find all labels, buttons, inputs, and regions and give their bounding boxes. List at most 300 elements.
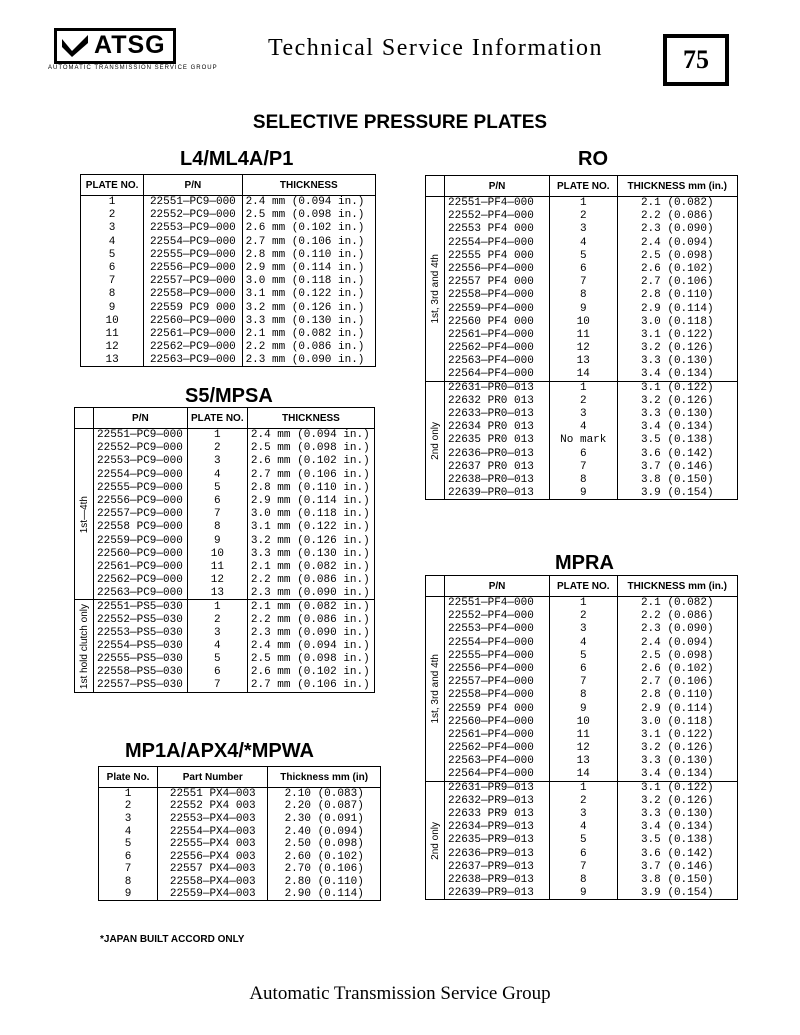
table-cell: 2.30 (0.091) — [268, 813, 381, 826]
table-cell: 11 — [550, 728, 617, 741]
table-cell: 22564—PF4—000 — [445, 368, 550, 381]
table-cell: 11 — [105, 327, 119, 340]
table-cell: 3.3 (0.130) — [617, 755, 738, 768]
table-cell: 12 — [187, 574, 247, 587]
column-header: Part Number — [158, 767, 268, 788]
table-cell: 22561—PC9—000 — [144, 327, 242, 340]
table-cell: 2 — [187, 442, 247, 455]
table-cell: 6 — [108, 262, 116, 275]
table-cell: 13 — [550, 755, 617, 768]
table-row — [426, 755, 738, 768]
group-label-cell — [426, 197, 445, 382]
table-cell: 22563—PC9—000 — [144, 354, 242, 367]
table-cell: No mark — [550, 434, 617, 447]
table-cell: 2.3 mm (0.090 in.) — [247, 626, 374, 639]
table-cell: 2 — [187, 613, 247, 626]
table-cell: 22554—PC9—000 — [144, 235, 242, 248]
table-cell: 2.10 (0.083) — [268, 788, 381, 801]
main-title: SELECTIVE PRESSURE PLATES — [252, 112, 548, 133]
table-cell: 2.4 mm (0.094 in.) — [247, 640, 374, 653]
table-cell: 22564—PF4—000 — [445, 768, 550, 781]
table-cell: 3.7 (0.146) — [617, 460, 738, 473]
table-row — [426, 197, 738, 210]
table-cell: 13 — [187, 587, 247, 600]
table-row — [81, 288, 376, 301]
table-cell: 22632—PR9—013 — [445, 794, 550, 807]
table-row — [426, 808, 738, 821]
column-header: Plate No. — [99, 767, 158, 788]
table-cell: 22558 PC9—000 — [94, 521, 188, 534]
checkmark-icon — [60, 33, 90, 59]
table-cell: 22552—PS5—030 — [94, 613, 188, 626]
column-header: THICKNESS mm (in.) — [617, 576, 738, 597]
table-cell: 7 — [187, 679, 247, 692]
table-row — [75, 468, 375, 481]
table-row — [426, 342, 738, 355]
table-cell: 22556—PC9—000 — [144, 261, 242, 274]
table-row — [99, 876, 381, 889]
footnote: *JAPAN BUILT ACCORD ONLY — [100, 934, 245, 945]
table-row — [99, 838, 381, 851]
table-cell: 22557 PX4—003 — [158, 863, 268, 876]
table-cell: 22557—PS5—030 — [94, 679, 188, 692]
table-cell: 2.7 mm (0.106 in.) — [247, 468, 374, 481]
s5-table — [74, 407, 375, 693]
table-cell: 22559—PC9—000 — [94, 534, 188, 547]
table-cell: 22558—PF4—000 — [445, 689, 550, 702]
column-header: THICKNESS mm (in.) — [617, 176, 738, 197]
table-cell: 22638—PR0—013 — [445, 473, 550, 486]
column-header: PLATE NO. — [187, 408, 247, 429]
table-cell: 10 — [105, 314, 119, 327]
table-cell: 8 — [550, 689, 617, 702]
table-cell: 2.8 (0.110) — [617, 689, 738, 702]
table-row — [426, 610, 738, 623]
table-row — [426, 302, 738, 315]
table-cell: 2.9 (0.114) — [617, 702, 738, 715]
table-cell: 2.3 (0.090) — [617, 623, 738, 636]
group-label-cell — [426, 597, 445, 782]
table-cell: 22553—PC9—000 — [144, 222, 242, 235]
group-label-cell — [426, 381, 445, 500]
table-cell: 3 — [187, 455, 247, 468]
table-cell: 7 — [550, 460, 617, 473]
table-row — [426, 597, 738, 610]
table-cell: 10 — [187, 547, 247, 560]
table-cell: 2.2 (0.086) — [617, 210, 738, 223]
table-cell: 2.60 (0.102) — [268, 850, 381, 863]
table-cell: 3.9 (0.154) — [617, 887, 738, 900]
table-cell: 2 — [124, 800, 132, 813]
mpra-table — [425, 575, 738, 900]
table-cell: 22562—PF4—000 — [445, 342, 550, 355]
table-cell: 22635 PR0 013 — [445, 434, 550, 447]
table-row — [81, 261, 376, 274]
table-cell: 22639—PR9—013 — [445, 887, 550, 900]
table-cell: 9 — [550, 302, 617, 315]
group-label-cell — [426, 781, 445, 900]
table-cell: 2.90 (0.114) — [268, 888, 381, 901]
table-row — [426, 834, 738, 847]
group-label-cell — [75, 600, 94, 692]
table-cell: 3.0 mm (0.118 in.) — [242, 275, 375, 288]
table-cell: 2.8 (0.110) — [617, 289, 738, 302]
table-cell: 22552—PC9—000 — [94, 442, 188, 455]
table-cell: 2.40 (0.094) — [268, 825, 381, 838]
table-cell: 22562—PC9—000 — [94, 574, 188, 587]
table-cell: 5 — [550, 649, 617, 662]
column-header: P/N — [144, 175, 242, 196]
page-header-title: Technical Service Information — [268, 35, 604, 61]
table-row — [426, 236, 738, 249]
table-cell: 22558—PC9—000 — [144, 288, 242, 301]
table-cell: 4 — [124, 825, 132, 838]
table-cell: 5 — [124, 838, 132, 851]
table-cell: 2.1 (0.082) — [617, 597, 738, 610]
table-cell: 3 — [550, 408, 617, 421]
table-cell: 22555—PC9—000 — [94, 481, 188, 494]
table-cell: 2.6 (0.102) — [617, 662, 738, 675]
group-label: 1st, 3rd and 4th — [429, 654, 441, 724]
table-cell: 22561—PF4—000 — [445, 328, 550, 341]
table-cell: 22634—PR9—013 — [445, 821, 550, 834]
table-cell: 3.3 (0.130) — [617, 408, 738, 421]
table-row — [426, 276, 738, 289]
column-header: THICKNESS — [242, 175, 375, 196]
logo-subtitle: AUTOMATIC TRANSMISSION SERVICE GROUP — [48, 65, 218, 71]
table-row — [426, 394, 738, 407]
table-cell: 2.7 (0.106) — [617, 276, 738, 289]
table-cell: 3.5 (0.138) — [617, 834, 738, 847]
table-cell: 22633 PR9 013 — [445, 808, 550, 821]
table-row — [99, 788, 381, 801]
table-cell: 3 — [108, 222, 116, 235]
table-row — [426, 623, 738, 636]
table-cell: 11 — [187, 560, 247, 573]
table-cell: 2.50 (0.098) — [268, 838, 381, 851]
table-cell: 22551—PC9—000 — [94, 429, 188, 442]
table-cell: 13 — [550, 355, 617, 368]
table-cell: 6 — [550, 847, 617, 860]
table-cell: 22561—PC9—000 — [94, 560, 188, 573]
table-cell: 22556—PC9—000 — [94, 494, 188, 507]
table-cell: 22562—PF4—000 — [445, 742, 550, 755]
table-row — [75, 481, 375, 494]
group-label: 1st, 3rd and 4th — [429, 254, 441, 324]
table-row — [75, 626, 375, 639]
table-cell: 22555 PF4 000 — [445, 249, 550, 262]
table-cell: 7 — [108, 275, 116, 288]
mp1a-title: MP1A/APX4/*MPWA — [125, 740, 314, 762]
mpra-title: MPRA — [555, 552, 614, 574]
table-row — [426, 821, 738, 834]
table-cell: 2.6 (0.102) — [617, 262, 738, 275]
table-cell: 3.3 mm (0.130 in.) — [242, 314, 375, 327]
table-cell: 22561—PF4—000 — [445, 728, 550, 741]
table-row — [426, 315, 738, 328]
group-header-cell — [75, 408, 94, 429]
table-cell: 22634 PR0 013 — [445, 421, 550, 434]
table-cell: 2.2 mm (0.086 in.) — [247, 613, 374, 626]
table-cell: 1 — [187, 429, 247, 442]
table-cell: 22555—PC9—000 — [144, 248, 242, 261]
table-cell: 2 — [550, 794, 617, 807]
table-cell: 22554—PF4—000 — [445, 636, 550, 649]
header-row — [81, 175, 376, 196]
table-row — [99, 825, 381, 838]
table-cell: 2.9 (0.114) — [617, 302, 738, 315]
table-cell: 2.8 mm (0.110 in.) — [247, 481, 374, 494]
table-cell: 22554—PX4—003 — [158, 825, 268, 838]
table-row — [426, 662, 738, 675]
table-cell: 22557—PF4—000 — [445, 676, 550, 689]
column-header: P/N — [94, 408, 188, 429]
table-cell: 2.4 mm (0.094 in.) — [247, 429, 374, 442]
table-cell: 8 — [187, 521, 247, 534]
table-row — [426, 421, 738, 434]
table-row — [75, 494, 375, 507]
group-label: 1st—4th — [78, 495, 90, 533]
table-cell: 6 — [187, 494, 247, 507]
table-cell: 2 — [550, 394, 617, 407]
table-cell: 2.70 (0.106) — [268, 863, 381, 876]
ro-title: RO — [578, 148, 608, 170]
table-cell: 4 — [187, 640, 247, 653]
table-row — [81, 354, 376, 367]
table-cell: 2.3 (0.090) — [617, 223, 738, 236]
table-cell: 1 — [124, 788, 132, 801]
table-cell: 2.9 mm (0.114 in.) — [242, 261, 375, 274]
table-cell: 7 — [550, 860, 617, 873]
table-cell: 5 — [108, 248, 116, 261]
table-row — [99, 800, 381, 813]
table-cell: 2.5 mm (0.098 in.) — [247, 653, 374, 666]
table-cell: 4 — [550, 421, 617, 434]
table-cell: 3 — [187, 626, 247, 639]
table-cell: 3.2 (0.126) — [617, 742, 738, 755]
table-row — [99, 813, 381, 826]
table-cell: 22555—PF4—000 — [445, 649, 550, 662]
mp1a-table — [98, 766, 381, 901]
table-cell: 1 — [187, 600, 247, 613]
table-cell: 2.5 mm (0.098 in.) — [242, 209, 375, 222]
group-label: 1st hold clutch only — [78, 603, 90, 689]
table-cell: 22551—PS5—030 — [94, 600, 188, 613]
table-cell: 2.6 mm (0.102 in.) — [247, 666, 374, 679]
table-row — [426, 742, 738, 755]
table-row — [426, 649, 738, 662]
column-header: PLATE NO. — [550, 576, 617, 597]
table-cell: 22559 PC9 000 — [144, 301, 242, 314]
column-header: Thickness mm (in) — [268, 767, 381, 788]
table-cell: 22560—PF4—000 — [445, 715, 550, 728]
table-cell: 3 — [550, 623, 617, 636]
table-cell: 2.2 (0.086) — [617, 610, 738, 623]
table-cell: 22559 PF4 000 — [445, 702, 550, 715]
table-cell: 22554—PF4—000 — [445, 236, 550, 249]
table-cell: 3.7 (0.146) — [617, 860, 738, 873]
table-cell: 6 — [550, 447, 617, 460]
table-row — [75, 534, 375, 547]
table-row — [426, 262, 738, 275]
table-row — [81, 314, 376, 327]
table-cell: 5 — [550, 834, 617, 847]
table-row — [426, 715, 738, 728]
table-row — [75, 653, 375, 666]
table-cell: 22555—PS5—030 — [94, 653, 188, 666]
table-cell: 22637 PR0 013 — [445, 460, 550, 473]
table-row — [81, 341, 376, 354]
table-cell: 14 — [550, 768, 617, 781]
header-row — [99, 767, 381, 788]
table-row — [75, 640, 375, 653]
table-cell: 22636—PR0—013 — [445, 447, 550, 460]
header-row — [426, 576, 738, 597]
table-row — [75, 429, 375, 442]
table-row — [426, 210, 738, 223]
table-cell: 22558—PS5—030 — [94, 666, 188, 679]
table-cell: 7 — [187, 508, 247, 521]
table-cell: 2.7 mm (0.106 in.) — [242, 235, 375, 248]
table-cell: 2.8 mm (0.110 in.) — [242, 248, 375, 261]
table-cell: 22563—PC9—000 — [94, 587, 188, 600]
table-row — [81, 235, 376, 248]
table-cell: 22556—PX4 003 — [158, 850, 268, 863]
table-cell: 1 — [550, 781, 617, 794]
table-cell: 9 — [550, 702, 617, 715]
table-cell: 22551—PF4—000 — [445, 197, 550, 210]
table-row — [426, 860, 738, 873]
table-cell: 3.1 (0.122) — [617, 381, 738, 394]
table-cell: 22553—PX4—003 — [158, 813, 268, 826]
table-cell: 2 — [108, 209, 116, 222]
table-cell: 22552—PF4—000 — [445, 210, 550, 223]
table-row — [426, 223, 738, 236]
table-cell: 22557 PF4 000 — [445, 276, 550, 289]
table-cell: 3.4 (0.134) — [617, 768, 738, 781]
table-row — [81, 248, 376, 261]
table-cell: 22637—PR9—013 — [445, 860, 550, 873]
table-row — [426, 768, 738, 781]
table-cell: 2.5 mm (0.098 in.) — [247, 442, 374, 455]
table-cell: 22639—PR0—013 — [445, 487, 550, 500]
table-row — [426, 249, 738, 262]
table-cell: 3.6 (0.142) — [617, 847, 738, 860]
table-cell: 3 — [550, 808, 617, 821]
table-cell: 4 — [550, 236, 617, 249]
table-cell: 2.80 (0.110) — [268, 876, 381, 889]
table-cell: 2.4 mm (0.094 in.) — [242, 196, 375, 209]
s5-title: S5/MPSA — [185, 385, 273, 407]
table-cell: 22557—PC9—000 — [144, 275, 242, 288]
table-cell: 2.9 mm (0.114 in.) — [247, 494, 374, 507]
table-row — [75, 613, 375, 626]
table-cell: 3.9 (0.154) — [617, 487, 738, 500]
header-row — [426, 176, 738, 197]
table-cell: 22554—PC9—000 — [94, 468, 188, 481]
table-cell: 3.2 (0.126) — [617, 394, 738, 407]
table-cell: 3.0 mm (0.118 in.) — [247, 508, 374, 521]
table-cell: 12 — [550, 342, 617, 355]
table-cell: 4 — [550, 821, 617, 834]
table-cell: 3.4 (0.134) — [617, 821, 738, 834]
table-cell: 22553—PS5—030 — [94, 626, 188, 639]
group-header-cell — [426, 176, 445, 197]
table-cell: 5 — [187, 653, 247, 666]
table-cell: 22559—PX4—003 — [158, 888, 268, 901]
table-cell: 2.3 mm (0.090 in.) — [247, 587, 374, 600]
table-row — [426, 473, 738, 486]
table-row — [426, 487, 738, 500]
table-cell: 22633—PR0—013 — [445, 408, 550, 421]
table-cell: 2.4 (0.094) — [617, 636, 738, 649]
table-cell: 3.1 (0.122) — [617, 781, 738, 794]
table-cell: 5 — [187, 481, 247, 494]
table-cell: 3.5 (0.138) — [617, 434, 738, 447]
table-cell: 3.1 mm (0.122 in.) — [242, 288, 375, 301]
table-cell: 22555—PX4 003 — [158, 838, 268, 851]
table-row — [426, 636, 738, 649]
table-cell: 12 — [550, 742, 617, 755]
column-header: PLATE NO. — [81, 175, 144, 196]
table-row — [426, 289, 738, 302]
table-cell: 22631—PR9—013 — [445, 781, 550, 794]
table-cell: 2.7 (0.106) — [617, 676, 738, 689]
table-row — [426, 447, 738, 460]
table-row — [426, 887, 738, 900]
table-cell: 22563—PF4—000 — [445, 755, 550, 768]
table-cell: 22551—PC9—000 — [144, 196, 242, 209]
table-row — [81, 222, 376, 235]
table-cell: 2.1 (0.082) — [617, 197, 738, 210]
table-row — [75, 666, 375, 679]
table-cell: 2.20 (0.087) — [268, 800, 381, 813]
table-row — [75, 560, 375, 573]
table-cell: 22560 PF4 000 — [445, 315, 550, 328]
table-cell: 9 — [550, 887, 617, 900]
table-cell: 8 — [550, 473, 617, 486]
table-cell: 22551—PF4—000 — [445, 597, 550, 610]
table-cell: 11 — [550, 328, 617, 341]
table-cell: 22553—PC9—000 — [94, 455, 188, 468]
table-cell: 2.4 (0.094) — [617, 236, 738, 249]
table-cell: 3.3 (0.130) — [617, 808, 738, 821]
table-cell: 2.6 mm (0.102 in.) — [247, 455, 374, 468]
column-header: P/N — [445, 576, 550, 597]
table-row — [75, 508, 375, 521]
table-cell: 6 — [124, 850, 132, 863]
table-row — [426, 728, 738, 741]
table-cell: 22560—PC9—000 — [144, 314, 242, 327]
table-row — [75, 547, 375, 560]
table-cell: 9 — [124, 888, 132, 901]
table-cell: 3.0 (0.118) — [617, 715, 738, 728]
table-cell: 3.4 (0.134) — [617, 421, 738, 434]
table-cell: 8 — [550, 873, 617, 886]
table-cell: 3.6 (0.142) — [617, 447, 738, 460]
table-row — [426, 368, 738, 381]
l4-table — [80, 174, 376, 367]
table-cell: 10 — [550, 315, 617, 328]
group-label: 2nd only — [429, 421, 441, 460]
table-cell: 22552—PF4—000 — [445, 610, 550, 623]
table-cell: 22636—PR9—013 — [445, 847, 550, 860]
table-cell: 22552 PX4 003 — [158, 800, 268, 813]
table-cell: 3.2 mm (0.126 in.) — [247, 534, 374, 547]
table-cell: 22559—PF4—000 — [445, 302, 550, 315]
table-cell: 3.2 (0.126) — [617, 794, 738, 807]
table-cell: 22635—PR9—013 — [445, 834, 550, 847]
